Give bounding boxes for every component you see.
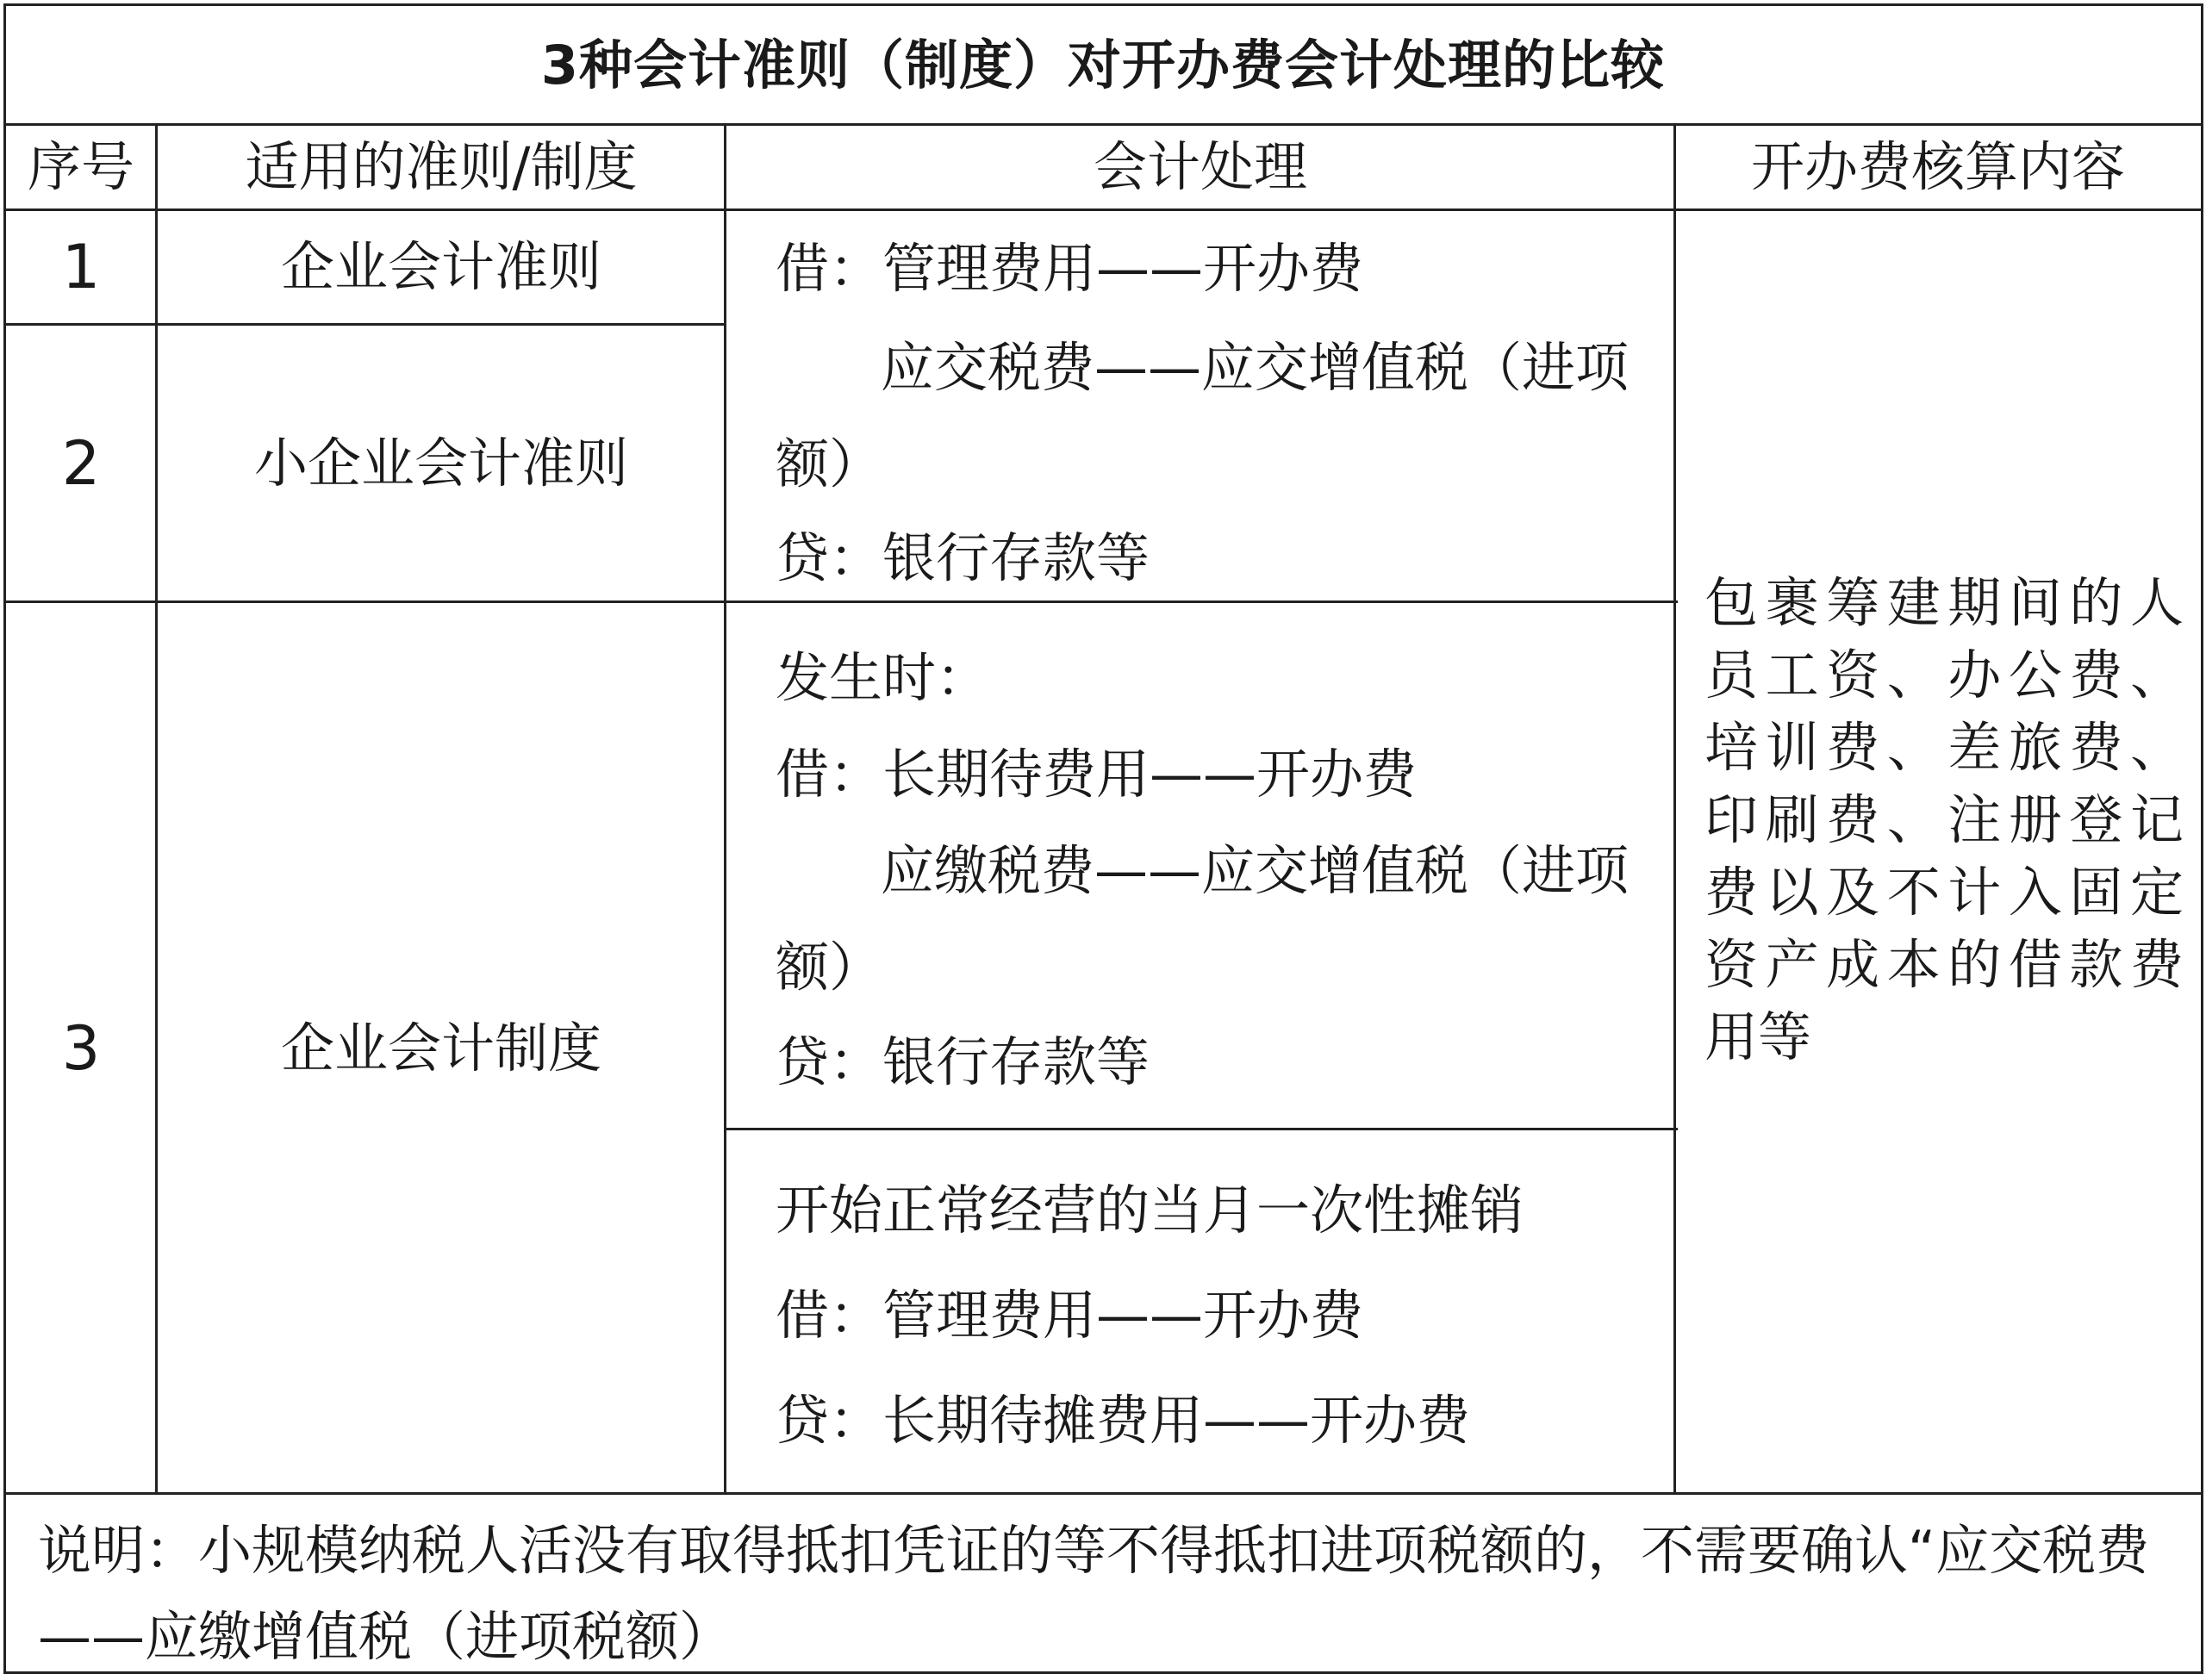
treatment-1-credit: 贷：银行存款等 xyxy=(776,526,1150,589)
treatment-3-debit: 借：长期待费用——开办费 xyxy=(776,743,1418,806)
header-index: 序号 xyxy=(27,135,134,199)
grid-line xyxy=(726,1128,1678,1130)
row-2-index: 2 xyxy=(61,428,101,499)
grid-line xyxy=(724,123,726,1495)
grid-line xyxy=(1673,123,1676,1495)
header-treatment: 会计处理 xyxy=(1093,135,1307,199)
row-3-index: 3 xyxy=(61,1013,101,1084)
table-note: 说明：小规模纳税人活没有取得抵扣凭证的等不得抵扣进项税额的，不需要确认“应交税费——应缴增值税（进项税额） xyxy=(38,1519,2150,1668)
grid-line xyxy=(5,600,1678,603)
grid-line xyxy=(5,3,2203,6)
row-2-standard: 小企业会计准则 xyxy=(253,431,628,495)
treatment-3-credit: 贷：银行存款等 xyxy=(776,1030,1150,1093)
treatment-3-tax-line-cont: 额） xyxy=(776,936,883,999)
grid-line xyxy=(5,1492,2203,1495)
treatment-1-debit: 借：管理费用——开办费 xyxy=(776,237,1364,300)
row-1-standard: 企业会计准则 xyxy=(280,234,601,298)
grid-line xyxy=(5,1671,2203,1674)
table-title: 3种会计准则（制度）对开办费会计处理的比较 xyxy=(540,33,1666,96)
row-3-standard: 企业会计制度 xyxy=(280,1016,601,1080)
treatment-3-amortize-debit: 借：管理费用——开办费 xyxy=(776,1284,1364,1347)
grid-line xyxy=(155,123,158,1495)
treatment-3-amortize-credit: 贷：长期待摊费用——开办费 xyxy=(776,1389,1471,1452)
header-content: 开办费核算内容 xyxy=(1750,135,2125,199)
row-1-index: 1 xyxy=(61,232,101,302)
treatment-3-amortize-label: 开始正常经营的当月一次性摊销 xyxy=(776,1179,1524,1241)
grid-line xyxy=(5,123,2203,126)
grid-line xyxy=(5,208,2203,211)
treatment-3-occurrence-label: 发生时： xyxy=(776,646,990,709)
treatment-1-tax-line: 应交税费——应交增值税（进项 xyxy=(881,336,1630,399)
grid-line xyxy=(2201,3,2203,1674)
header-standard: 适用的准则/制度 xyxy=(245,135,638,199)
treatment-3-tax-line: 应缴税费——应交增值税（进项 xyxy=(881,839,1630,902)
content-description: 包裹筹建期间的人员工资、办公费、培训费、差旅费、印刷费、注册登记费以及不计入固定资产成本的借款费用等 xyxy=(1704,571,2184,1068)
grid-line xyxy=(3,3,6,1674)
grid-line xyxy=(5,323,726,326)
treatment-1-tax-line-cont: 额） xyxy=(776,432,883,495)
